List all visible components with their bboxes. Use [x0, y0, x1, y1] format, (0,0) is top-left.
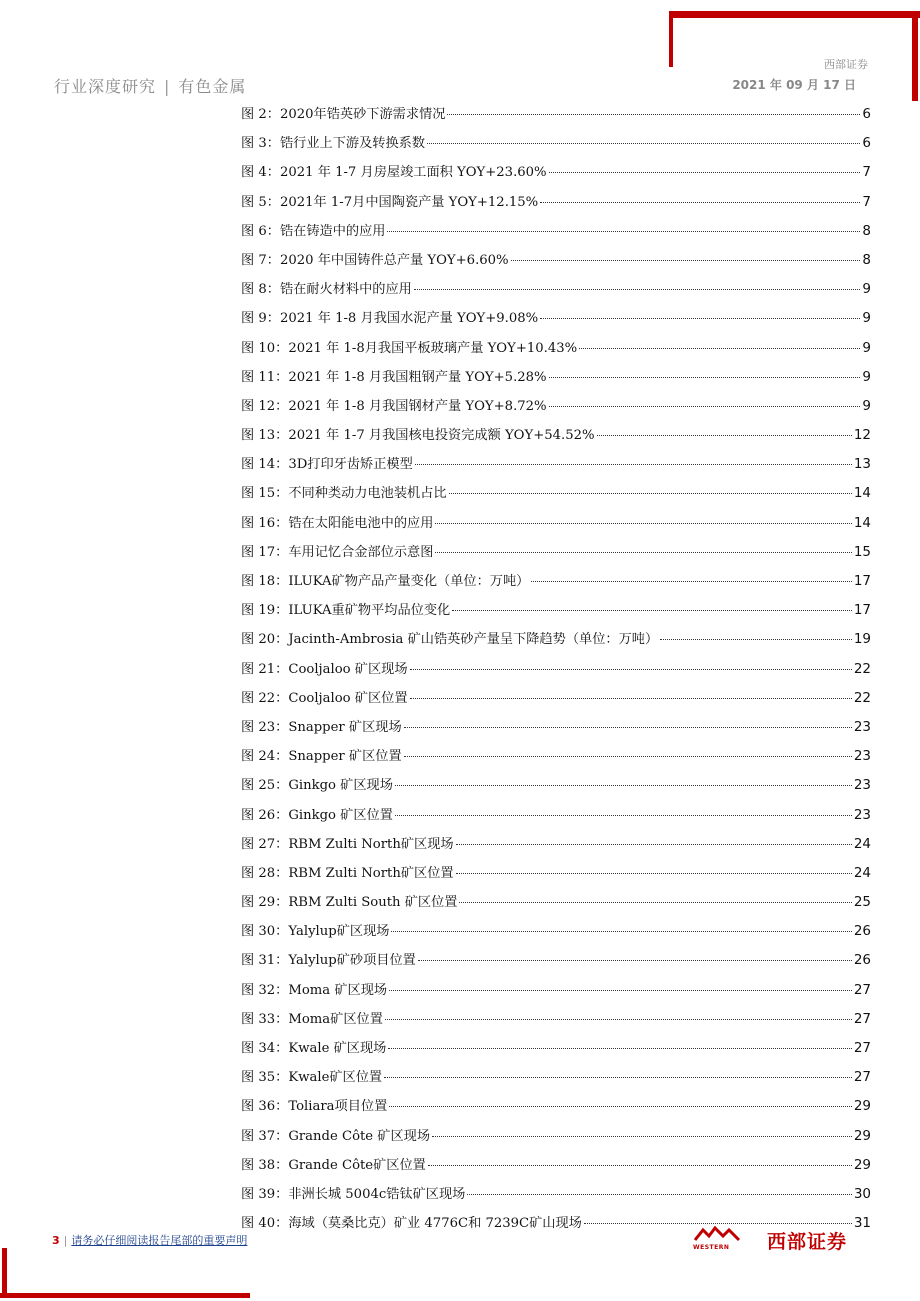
toc-entry[interactable] [241, 479, 871, 508]
page-footer [52, 1232, 247, 1248]
toc-leader-dots [435, 523, 851, 524]
toc-entry[interactable] [241, 100, 871, 129]
toc-entry[interactable] [241, 334, 871, 363]
toc-entry-label: 图 29：RBM Zulti South 矿区位置 [241, 895, 458, 911]
toc-leader-dots [435, 552, 851, 553]
page-number: 3 [52, 1234, 60, 1247]
header-accent-edge [912, 11, 918, 101]
toc-entry-page: 9 [862, 397, 871, 414]
footer-accent-edge [2, 1248, 7, 1298]
toc-leader-dots [540, 202, 860, 203]
toc-entry[interactable] [241, 655, 871, 684]
toc-entry-page: 23 [853, 777, 871, 794]
header-separator: | [164, 77, 171, 96]
toc-entry-label: 图 17：车用记忆合金部位示意图 [241, 544, 434, 560]
toc-entry[interactable] [241, 567, 871, 596]
toc-entry[interactable] [241, 217, 871, 246]
toc-entry-label: 图 8：锆在耐火材料中的应用 [241, 282, 412, 298]
footer-accent-bar [0, 1293, 250, 1298]
toc-entry[interactable] [241, 450, 871, 479]
toc-entry-label: 图 38：Grande Côte矿区位置 [241, 1157, 426, 1173]
toc-entry-label: 图 28：RBM Zulti North矿区位置 [241, 865, 454, 881]
toc-entry-page: 29 [853, 1127, 871, 1144]
toc-entry-page: 26 [853, 952, 871, 969]
toc-entry[interactable] [241, 538, 871, 567]
report-header [54, 74, 246, 97]
toc-entry[interactable] [241, 363, 871, 392]
toc-entry-label: 图 19：ILUKA重矿物平均品位变化 [241, 603, 451, 619]
toc-leader-dots [395, 785, 852, 786]
toc-entry[interactable] [241, 1063, 871, 1092]
header-accent-bar [669, 11, 920, 18]
toc-entry-label: 图 12：2021 年 1-8 月我国钢材产量 YOY+8.72% [241, 398, 547, 414]
toc-entry-page: 8 [862, 222, 871, 239]
toc-entry-label: 图 3：锆行业上下游及转换系数 [241, 136, 426, 152]
toc-leader-dots [384, 1077, 852, 1078]
toc-leader-dots [404, 727, 852, 728]
toc-entry[interactable] [241, 1005, 871, 1034]
toc-leader-dots [511, 260, 861, 261]
toc-entry-page: 17 [853, 602, 871, 619]
toc-entry-page: 12 [853, 427, 871, 444]
toc-entry[interactable] [241, 129, 871, 158]
toc-entry-label: 图 25：Ginkgo 矿区现场 [241, 778, 393, 794]
toc-entry-page: 30 [853, 1185, 871, 1202]
figure-table-of-contents [241, 100, 871, 1238]
logo-mark-icon [693, 1226, 741, 1254]
logo-text-cn: 西部证券 [767, 1230, 848, 1253]
header-accent-tick [669, 11, 673, 67]
toc-entry-label: 图 9：2021 年 1-8 月我国水泥产量 YOY+9.08% [241, 311, 539, 327]
toc-leader-dots [452, 610, 852, 611]
toc-leader-dots [459, 902, 851, 903]
toc-leader-dots [414, 289, 861, 290]
toc-entry[interactable] [241, 275, 871, 304]
toc-leader-dots [404, 756, 852, 757]
toc-leader-dots [549, 172, 861, 173]
toc-entry[interactable] [241, 421, 871, 450]
toc-entry-label: 图 11：2021 年 1-8 月我国粗钢产量 YOY+5.28% [241, 369, 547, 385]
toc-entry[interactable] [241, 830, 871, 859]
toc-entry-page: 27 [853, 981, 871, 998]
toc-leader-dots [456, 873, 852, 874]
toc-entry-page: 24 [853, 835, 871, 852]
toc-entry[interactable] [241, 1180, 871, 1209]
toc-entry[interactable] [241, 188, 871, 217]
toc-entry-page: 27 [853, 1040, 871, 1056]
toc-entry-page: 29 [853, 1098, 871, 1115]
company-logo [693, 1226, 847, 1254]
report-type: 行业深度研究 [54, 77, 157, 96]
report-sector: 有色金属 [178, 77, 247, 96]
toc-leader-dots [540, 318, 860, 319]
toc-leader-dots [531, 581, 851, 582]
disclaimer-link[interactable]: 请务必仔细阅读报告尾部的重要声明 [71, 1234, 248, 1247]
toc-leader-dots [388, 1048, 851, 1049]
toc-entry-label: 图 31：Yalylup矿砂项目位置 [241, 953, 416, 969]
toc-leader-dots [549, 377, 861, 378]
toc-entry-label: 图 30：Yalylup矿区现场 [241, 924, 390, 940]
toc-leader-dots [410, 669, 852, 670]
toc-entry[interactable] [241, 859, 871, 888]
toc-entry[interactable] [241, 1151, 871, 1180]
toc-entry-page: 9 [862, 339, 871, 356]
toc-entry-label: 图 20：Jacinth-Ambrosia 矿山锆英砂产量呈下降趋势（单位：万吨） [241, 632, 659, 648]
toc-entry[interactable] [241, 801, 871, 830]
toc-entry[interactable] [241, 246, 871, 275]
toc-entry[interactable] [241, 713, 871, 742]
toc-entry-page: 9 [862, 368, 871, 385]
toc-entry-page: 23 [853, 806, 871, 823]
toc-leader-dots [579, 348, 860, 349]
toc-entry-label: 图 33：Moma矿区位置 [241, 1011, 383, 1027]
company-name: 西部证券 [824, 58, 868, 71]
toc-entry-page: 7 [862, 164, 871, 181]
toc-entry-label: 图 27：RBM Zulti North矿区现场 [241, 836, 454, 852]
toc-entry[interactable] [241, 976, 871, 1005]
toc-entry-label: 图 37：Grande Côte 矿区现场 [241, 1128, 431, 1144]
toc-leader-dots [456, 844, 852, 845]
toc-entry-label: 图 24：Snapper 矿区位置 [241, 749, 402, 765]
toc-leader-dots [447, 114, 860, 115]
toc-entry-page: 6 [862, 106, 871, 122]
toc-leader-dots [395, 815, 852, 816]
logo-text-en: WESTERN [693, 1244, 730, 1251]
toc-entry[interactable] [241, 742, 871, 771]
toc-leader-dots [660, 639, 852, 640]
toc-entry[interactable] [241, 304, 871, 333]
toc-entry-page: 9 [862, 310, 871, 327]
toc-leader-dots [415, 464, 852, 465]
toc-entry-label: 图 23：Snapper 矿区现场 [241, 719, 402, 735]
footer-separator: | [63, 1234, 68, 1247]
toc-entry-page: 14 [853, 485, 871, 502]
toc-entry-page: 26 [853, 923, 871, 940]
toc-entry-page: 29 [853, 1156, 871, 1173]
toc-entry-page: 31 [853, 1215, 871, 1232]
toc-entry-page: 13 [853, 456, 871, 473]
toc-entry-label: 图 39：非洲长城 5004c锆钛矿区现场 [241, 1186, 466, 1202]
toc-entry[interactable] [241, 888, 871, 917]
toc-entry-label: 图 15：不同种类动力电池装机占比 [241, 486, 447, 502]
toc-entry[interactable] [241, 625, 871, 654]
toc-entry-label: 图 4：2021 年 1-7 月房屋竣工面积 YOY+23.60% [241, 165, 547, 181]
toc-entry[interactable] [241, 596, 871, 625]
toc-entry-label: 图 16：锆在太阳能电池中的应用 [241, 515, 434, 531]
toc-entry[interactable] [241, 684, 871, 713]
toc-entry[interactable] [241, 392, 871, 421]
toc-entry-page: 6 [862, 135, 871, 152]
toc-entry-label: 图 32：Moma 矿区现场 [241, 982, 388, 998]
toc-entry[interactable] [241, 158, 871, 187]
toc-entry-page: 9 [862, 281, 871, 298]
toc-entry[interactable] [241, 771, 871, 800]
toc-entry-label: 图 40：海域（莫桑比克）矿业 4776C和 7239C矿山现场 [241, 1216, 582, 1232]
toc-leader-dots [389, 1106, 852, 1107]
toc-leader-dots [597, 435, 852, 436]
toc-entry-page: 23 [853, 718, 871, 735]
toc-entry-page: 24 [853, 864, 871, 881]
toc-entry-label: 图 18：ILUKA矿物产品产量变化（单位：万吨） [241, 574, 530, 589]
toc-entry-label: 图 34：Kwale 矿区现场 [241, 1041, 387, 1056]
toc-entry-page: 7 [862, 193, 871, 210]
toc-entry[interactable] [241, 1092, 871, 1121]
toc-leader-dots [389, 990, 852, 991]
toc-leader-dots [449, 493, 852, 494]
toc-leader-dots [410, 698, 852, 699]
toc-leader-dots [387, 231, 860, 232]
toc-entry-page: 22 [853, 660, 871, 677]
toc-entry-page: 15 [853, 543, 871, 560]
toc-entry[interactable] [241, 509, 871, 538]
toc-leader-dots [418, 960, 852, 961]
toc-entry-page: 19 [853, 631, 871, 648]
toc-entry-page: 23 [853, 748, 871, 765]
toc-entry-label: 图 35：Kwale矿区位置 [241, 1070, 383, 1086]
report-date: 2021 年 09 月 17 日 [732, 78, 856, 92]
toc-entry-label: 图 10：2021 年 1-8月我国平板玻璃产量 YOY+10.43% [241, 340, 578, 356]
toc-entry-page: 22 [853, 689, 871, 706]
toc-leader-dots [467, 1194, 851, 1195]
toc-leader-dots [428, 1165, 852, 1166]
toc-entry-page: 25 [853, 894, 871, 911]
toc-entry-label: 图 36：Toliara项目位置 [241, 1099, 388, 1115]
toc-entry-label: 图 14：3D打印牙齿矫正模型 [241, 457, 413, 473]
toc-leader-dots [584, 1223, 852, 1224]
toc-entry[interactable] [241, 917, 871, 946]
toc-entry[interactable] [241, 1122, 871, 1151]
toc-leader-dots [549, 406, 861, 407]
toc-entry-page: 17 [853, 573, 871, 589]
toc-leader-dots [385, 1019, 852, 1020]
toc-entry-page: 27 [853, 1010, 871, 1027]
toc-entry-label: 图 13：2021 年 1-7 月我国核电投资完成额 YOY+54.52% [241, 428, 595, 444]
toc-leader-dots [427, 143, 860, 144]
toc-entry-label: 图 21：Cooljaloo 矿区现场 [241, 661, 408, 677]
toc-leader-dots [432, 1136, 852, 1137]
toc-entry[interactable] [241, 1034, 871, 1063]
toc-entry-label: 图 6：锆在铸造中的应用 [241, 223, 386, 239]
toc-entry-label: 图 5：2021年 1-7月中国陶瓷产量 YOY+12.15% [241, 194, 539, 210]
toc-entry-page: 8 [862, 251, 871, 268]
toc-entry-label: 图 26：Ginkgo 矿区位置 [241, 807, 393, 823]
toc-entry[interactable] [241, 946, 871, 975]
toc-entry-page: 14 [853, 514, 871, 531]
toc-entry-label: 图 2：2020年锆英砂下游需求情况 [241, 107, 446, 122]
toc-entry-label: 图 22：Cooljaloo 矿区位置 [241, 690, 408, 706]
toc-leader-dots [391, 931, 851, 932]
toc-entry-label: 图 7：2020 年中国铸件总产量 YOY+6.60% [241, 252, 509, 268]
toc-entry-page: 27 [853, 1069, 871, 1086]
